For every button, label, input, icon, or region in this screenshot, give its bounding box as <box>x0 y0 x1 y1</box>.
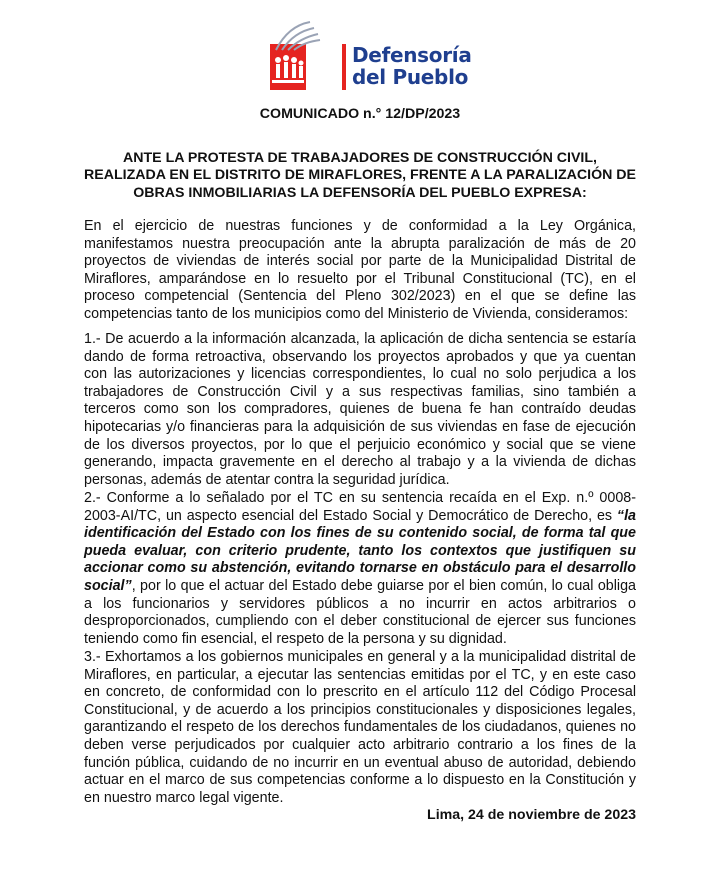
defensoria-logo <box>266 20 472 92</box>
logo-wordmark <box>352 44 472 88</box>
signature-date: Lima, 24 de noviembre de 2023 <box>427 807 636 823</box>
logo-line-1: Defensoría <box>352 43 472 67</box>
communique-title: COMUNICADO n.° 12/DP/2023 <box>259 106 461 122</box>
point-3-paragraph: 3.- Exhortamos a los gobiernos municipales en general y a la municipalidad distrital de Miraflores, en particular, a ejecutar las sentencias emitidas por el TC, y en este caso en concreto, de conformidad con lo prescrito en el artículo 112 del Código Procesal Constitucional, y de acuerdo a los principios constitucionales y disposiciones legales, garantizando el respeto de los derechos fundamentales de los ciudadanos, quienes no deben verse perjudicados por cualquier acto arbitrario contrario a los fines de la función pública, cuidando de no incurrir en un eventual abuso de autoridad, debiendo actuar en el marco de sus competencias conforme a lo dispuesto en la Constitución y en nuestro marco legal vigente. <box>84 649 636 806</box>
point-1-paragraph: 1.- De acuerdo a la información alcanzada, la aplicación de dicha sentencia se estaría dando de forma retroactiva, observando los proyectos aprobados y que ya cuentan con las autorizaciones y licencias correspondientes, lo cual no solo perjudica a los trabajadores de Construcción Civil y a sus respectivas familias, sino también a terceros como son los compradores, quienes de buena fe han contraído deudas hipotecarias y/o financieras para la adquisición de sus viviendas en fase de ejecución de los diversos proyectos, por lo que el perjuicio económico y social que se viene generando, impacta gravemente en el derecho al trabajo y a la vivienda de dichas personas, además de atentar contra la seguridad jurídica. <box>84 331 636 488</box>
tc-quote: “la identificación del Estado con los fines de su contenido social, de forma tal que pueda evaluar, con criterio prudente, tanto los contextos que justifiquen su accionar como su abstención, evitando tornarse en obstáculo para el desarrollo social” <box>84 507 636 594</box>
point-2-text-end: , por lo que el actuar del Estado debe guiarse por el bien común, lo cual obliga a los funcionarios y servidores públicos a no incurrir en actos arbitrarios o desproporcionados, cumpliendo con el deber constitucional de ejercer sus funciones teniendo como fin esencial, el respeto de la persona y su dignidad. <box>84 577 636 647</box>
point-2-paragraph <box>84 490 636 648</box>
defensoria-emblem-icon <box>266 20 346 92</box>
communique-heading: ANTE LA PROTESTA DE TRABAJADORES DE CONSTRUCCIÓN CIVIL, REALIZADA EN EL DISTRITO DE MIRAFLORES, FRENTE A LA PARALIZACIÓN DE OBRAS INMOBILIARIAS LA DEFENSORÍA DEL PUEBLO EXPRESA: <box>84 150 636 201</box>
logo-line-2: del Pueblo <box>352 65 469 89</box>
intro-paragraph: En el ejercicio de nuestras funciones y de conformidad a la Ley Orgánica, manifestamos nuestra preocupación ante la abrupta paralización de más de 20 proyectos de viviendas de interés social por parte de la Municipalidad Distrital de Miraflores, amparándose en lo resuelto por el Tribunal Constitucional (TC), en el proceso competencial (Sentencia del Pleno 302/2023) en el que se define las competencias tanto de los municipios como del Ministerio de Vivienda, consideramos: <box>84 218 636 322</box>
point-2-text-start: 2.- Conforme a lo señalado por el TC en su sentencia recaída en el Exp. n.º 0008-2003-AI/TC, un aspecto esencial del Estado Social y Democrático de Derecho, es <box>84 490 636 524</box>
